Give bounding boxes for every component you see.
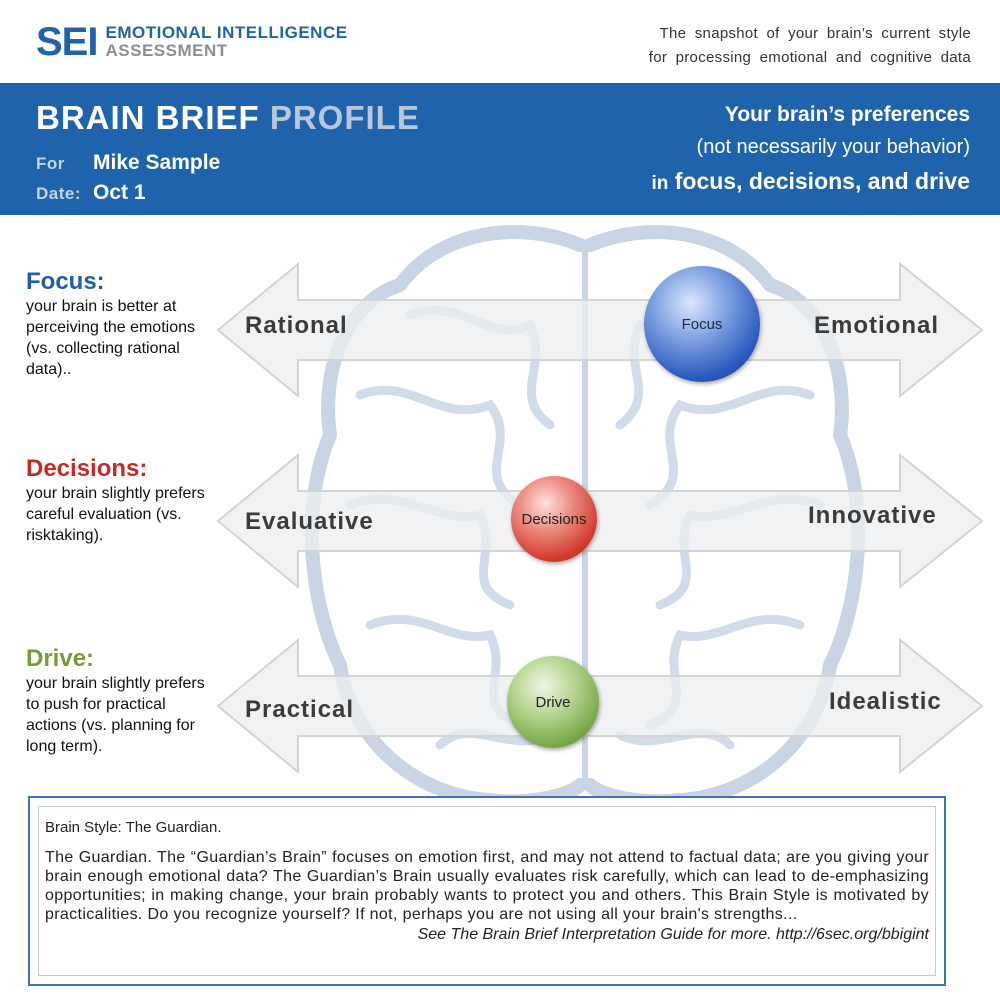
title-main: BRAIN BRIEF [36,99,260,136]
date-value: Oct 1 [93,181,146,204]
profile-band [0,83,1000,215]
preferences-heading [651,99,970,202]
profile-title [36,99,420,137]
focus-text: your brain is better at perceiving the emotions (vs. collecting rational data).. [26,298,195,378]
date-label: Date: [36,184,82,203]
drive-indicator-label: Drive [535,693,571,711]
brain-style-inner [38,806,936,976]
prefs-line2: (not necessarily your behavior) [696,136,970,158]
prefs-line3 [651,163,970,202]
focus-left-label: Rational [245,312,348,339]
decisions-description [26,455,216,546]
drive-text: your brain slightly prefers to push for practical actions (vs. planning for long term). [26,675,205,755]
drive-title: Drive: [26,645,95,672]
for-value: Mike Sample [93,151,221,174]
top-header [0,0,1000,83]
drive-description [26,645,216,757]
brain-style-body: The Guardian. The “Guardian’s Brain” focuses on emotion first, and may not attend to factual data; are you giving your brain enough emotional data? The Guardian’s Brain usually evaluates risk carefully, which can lead to de-emphasizing opportunities; in making change, your brain probably wants to protect you and others. This Brain Style is motivated by practicalities. Do you recognize yourself? If not, perhaps you are not using all your brain's strengths... [45,849,929,923]
brain-style-heading: Brain Style: The Guardian. [45,819,222,836]
for-label: For [36,154,65,173]
brain-style-box [28,796,946,986]
tagline [649,22,971,70]
decisions-right-label: Innovative [808,502,937,529]
drive-indicator [507,656,599,748]
decisions-text: your brain slightly prefers careful evaluation (vs. risktaking). [26,485,205,544]
sei-logo [36,22,348,62]
title-accent: PROFILE [269,99,420,136]
focus-indicator-label: Focus [681,315,723,333]
logo-line2: ASSESSMENT [105,41,228,60]
for-row [36,151,220,175]
prefs-line3-prefix: in [651,173,669,194]
tagline-line1: The snapshot of your brain’s current style [659,25,971,42]
date-row [36,181,146,205]
decisions-indicator-label: Decisions [521,510,587,528]
logo-line1: EMOTIONAL INTELLIGENCE [105,23,348,42]
logo-mark: SEI [36,20,98,64]
focus-title: Focus: [26,268,105,295]
decisions-left-label: Evaluative [245,508,374,535]
logo-text [105,24,347,60]
focus-description [26,268,216,380]
interpretation-guide-link[interactable]: See The Brain Brief Interpretation Guide for more. http://6sec.org/bbigint [417,926,929,943]
prefs-line3-text: focus, decisions, and drive [674,168,970,194]
focus-indicator [644,266,760,382]
decisions-indicator [511,476,597,562]
tagline-line2: for processing emotional and cognitive data [648,49,971,66]
drive-left-label: Practical [245,696,355,723]
focus-right-label: Emotional [814,312,940,339]
decisions-title: Decisions: [26,455,148,482]
drive-right-label: Idealistic [829,688,942,715]
prefs-line1: Your brain’s preferences [724,103,970,126]
